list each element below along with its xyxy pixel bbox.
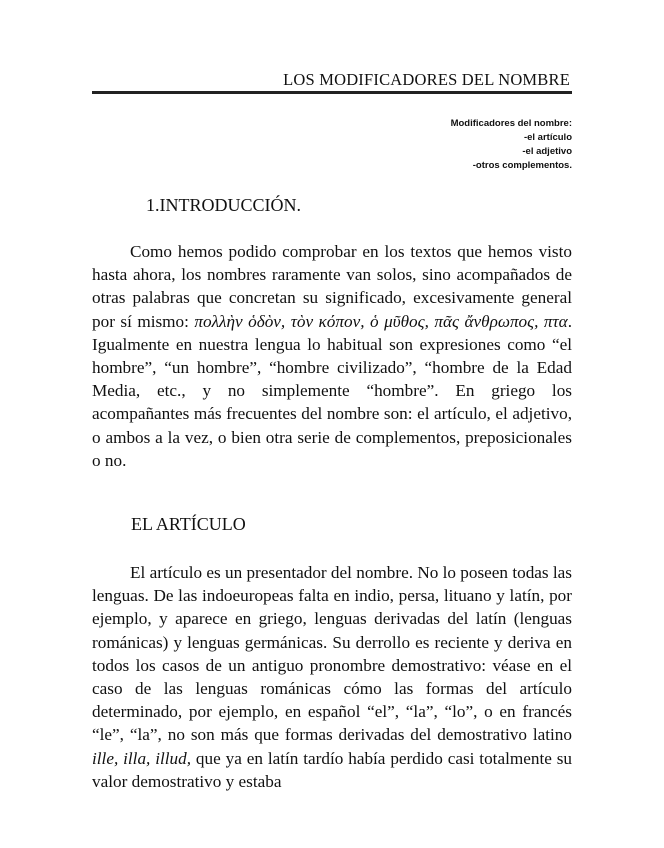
intro-paragraph: [92, 240, 572, 472]
summary-box: [451, 117, 572, 173]
intro-text-a: Como hemos podido comprobar en los textos que hemos visto hasta ahora, los nombres raramente van solos, sino acompañados de otras palabras que concretan su significado, excesivamente general por sí mismo:: [92, 242, 572, 331]
greek-examples: πολλὴν ὁδὸν, τὸν κόπον, ὁ μῦθος, πᾶς ἄνθρωπος, πτα: [194, 311, 568, 331]
summary-line: -otros complementos.: [472, 160, 572, 171]
latin-demonstrative: ille, illa, illud,: [92, 748, 192, 768]
page-header-title: LOS MODIFICADORES DEL NOMBRE: [283, 70, 570, 89]
summary-line: Modificadores del nombre:: [450, 118, 572, 129]
summary-line: -el artículo: [523, 132, 572, 143]
articulo-paragraph: [92, 561, 572, 793]
section-heading-articulo: EL ARTÍCULO: [131, 514, 246, 534]
articulo-text-b: que ya en latín tardío había perdido casi totalmente su valor demostrativo y estaba: [92, 748, 573, 791]
section-heading-introduccion: 1.INTRODUCCIÓN.: [146, 195, 301, 215]
articulo-text-a: El artículo es un presentador del nombre. No lo poseen todas las lenguas. De las indoeuropeas falta en indio, persa, lituano y latín, por ejemplo, y aparece en griego, lenguas derivadas del latín (lenguas románicas) y lenguas germánicas. Su derrollo es reciente y deriva en todos los casos de un antiguo pronombre demostrativo: véase en el caso de las lenguas románicas cómo las formas del artículo determinado, por ejemplo, en español “el”, “la”, “lo”, o en francés “le”, “la”, no son más que formas derivadas del demostrativo latino: [92, 563, 572, 745]
summary-line: -el adjetivo: [522, 146, 572, 157]
intro-text-b: . Igualmente en nuestra lengua lo habitual son expresiones como “el hombre”, “un hombre”, “hombre civilizado”, “hombre de la Edad Media, etc., y no simplemente “hombre”. En griego los acompañantes más frecuentes del nombre son: el artículo, el adjetivo, o ambos a la vez, o bien otra serie de complementos, preposicionales o no.: [92, 311, 572, 470]
header-rule: [92, 91, 572, 94]
